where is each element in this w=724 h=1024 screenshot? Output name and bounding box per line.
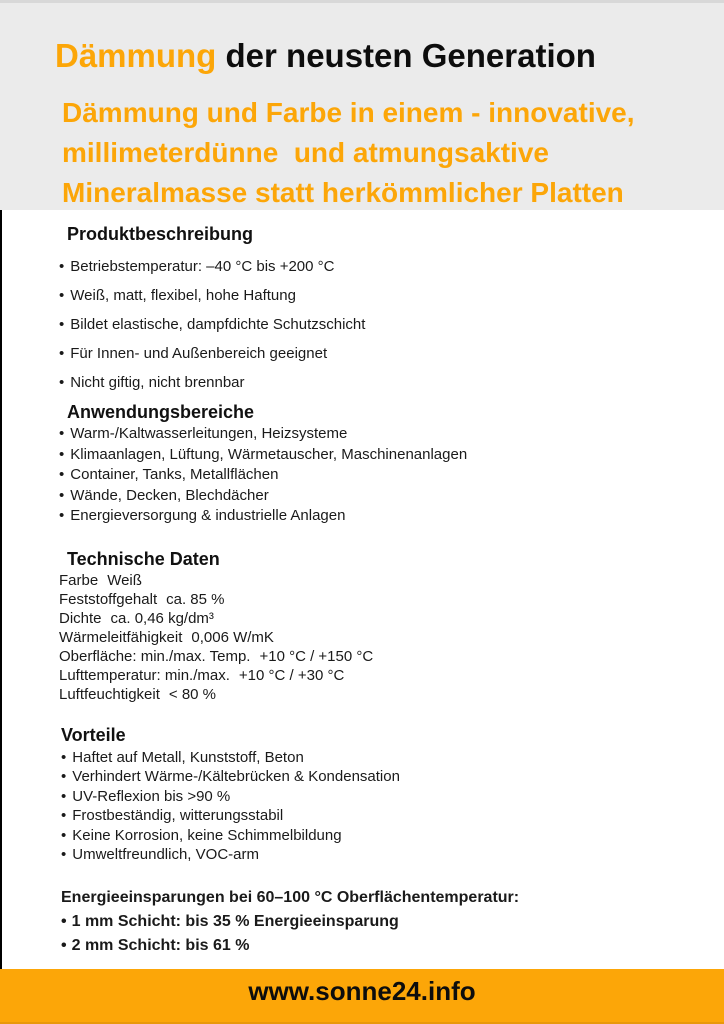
- bullet-icon: •: [61, 846, 67, 863]
- bullet-icon: •: [59, 445, 65, 463]
- page-subtitle: [62, 93, 704, 213]
- subtitle-line: Dämmung und Farbe in einem - innovative,: [62, 97, 635, 128]
- section-vorteile: [59, 724, 694, 865]
- list-item: [59, 445, 694, 466]
- list-item: [61, 787, 694, 807]
- bullet-list: [59, 424, 694, 527]
- tech-label: Oberfläche: min./max. Temp.: [59, 647, 251, 665]
- list-item-text: 1 mm Schicht: bis 35 % Energieeinsparung: [71, 912, 399, 930]
- list-item-text: Weiß, matt, flexibel, hohe Haftung: [70, 287, 296, 304]
- tech-label: Lufttemperatur: min./max.: [59, 666, 230, 684]
- footer-url: www.sonne24.info: [248, 976, 476, 1006]
- list-item-text: Klimaanlagen, Lüftung, Wärmetauscher, Maschinenanlagen: [70, 445, 468, 463]
- list-item: [59, 424, 694, 445]
- list-item-text: Für Innen- und Außenbereich geeignet: [70, 345, 328, 362]
- bullet-list: [59, 252, 694, 397]
- list-item: [59, 281, 694, 310]
- list-item: [59, 486, 694, 507]
- tech-label: Luftfeuchtigkeit: [59, 685, 160, 703]
- bullet-icon: •: [59, 486, 65, 504]
- section-produktbeschreibung: [59, 223, 694, 397]
- list-item: [61, 934, 694, 958]
- section-technische-daten: [59, 548, 694, 704]
- bullet-icon: •: [61, 936, 67, 954]
- tech-row: [59, 647, 694, 666]
- bullet-icon: •: [59, 466, 65, 483]
- list-item: [59, 465, 694, 486]
- list-item: [59, 310, 694, 339]
- section-anwendungsbereiche: [59, 401, 694, 527]
- tech-value: ca. 0,46 kg/dm³: [110, 609, 214, 627]
- list-item-text: Haftet auf Metall, Kunststoff, Beton: [72, 748, 304, 766]
- tech-value: < 80 %: [168, 685, 217, 703]
- list-item-text: Bildet elastische, dampfdichte Schutzschicht: [70, 316, 366, 333]
- subtitle-line: Mineralmasse statt herkömmlicher Platten: [62, 177, 624, 208]
- section-energieeinsparungen: [61, 886, 694, 958]
- bullet-list: [61, 748, 694, 865]
- list-item-text: Nicht giftig, nicht brennbar: [70, 374, 245, 391]
- list-item: [59, 339, 694, 368]
- section-heading: Vorteile: [61, 724, 126, 745]
- bullet-icon: •: [59, 425, 65, 442]
- list-item-text: Verhindert Wärme-/Kältebrücken & Kondensation: [72, 768, 400, 785]
- title-rest: der neusten Generation: [225, 37, 596, 74]
- tech-row: [59, 571, 694, 590]
- section-heading: Anwendungsbereiche: [67, 402, 255, 422]
- bullet-icon: •: [61, 787, 67, 805]
- bullet-icon: •: [59, 316, 65, 333]
- bullet-icon: •: [61, 826, 67, 844]
- tech-label: Dichte: [59, 609, 102, 627]
- list-item-text: Energieversorgung & industrielle Anlagen: [70, 507, 346, 524]
- tech-row: [59, 590, 694, 609]
- tech-value: Weiß: [107, 571, 142, 589]
- tech-value: 0,006 W/mK: [191, 628, 274, 646]
- list-item: [61, 910, 694, 934]
- tech-value: +10 °C / +150 °C: [259, 647, 374, 665]
- energie-heading: Energieeinsparungen bei 60–100 °C Oberflächentemperatur:: [61, 888, 520, 906]
- list-item-text: Umweltfreundlich, VOC-arm: [72, 846, 259, 863]
- footer-bar: [0, 969, 724, 1024]
- tech-row: [59, 666, 694, 685]
- tech-value: +10 °C / +30 °C: [238, 666, 345, 684]
- bullet-icon: •: [59, 287, 65, 304]
- list-item-text: Frostbeständig, witterungsstabil: [72, 807, 284, 824]
- list-item-text: 2 mm Schicht: bis 61 %: [71, 936, 250, 954]
- bullet-icon: •: [59, 345, 65, 362]
- content-area: [0, 210, 724, 969]
- list-item: [61, 748, 694, 768]
- tech-row: [59, 628, 694, 647]
- section-heading: Technische Daten: [67, 548, 220, 569]
- list-item: [61, 826, 694, 846]
- bullet-icon: •: [61, 912, 67, 930]
- list-item-text: Container, Tanks, Metallflächen: [70, 466, 279, 483]
- page-title: [55, 36, 704, 76]
- bullet-list: [61, 910, 694, 958]
- list-item: [59, 252, 694, 281]
- list-item: [59, 368, 694, 397]
- list-item: [59, 506, 694, 527]
- tech-label: Farbe: [59, 571, 99, 589]
- subtitle-line: millimeterdünne und atmungsaktive: [62, 137, 549, 168]
- bullet-icon: •: [61, 748, 67, 766]
- section-heading: Produktbeschreibung: [67, 224, 254, 244]
- page-header: [0, 0, 724, 210]
- tech-row: [59, 609, 694, 628]
- tech-row: [59, 685, 694, 704]
- bullet-icon: •: [61, 768, 67, 785]
- tech-value: ca. 85 %: [166, 590, 225, 608]
- list-item-text: Keine Korrosion, keine Schimmelbildung: [72, 826, 342, 844]
- bullet-icon: •: [59, 374, 65, 391]
- bullet-icon: •: [59, 507, 65, 524]
- list-item-text: UV-Reflexion bis >90 %: [72, 787, 231, 805]
- tech-label: Feststoffgehalt: [59, 590, 158, 608]
- list-item: [61, 845, 694, 865]
- list-item-text: Wände, Decken, Blechdächer: [70, 486, 269, 504]
- bullet-icon: •: [61, 807, 67, 824]
- title-highlight: Dämmung: [55, 37, 217, 74]
- list-item: [61, 806, 694, 826]
- list-item-text: Betriebstemperatur: –40 °C bis +200 °C: [70, 258, 335, 275]
- tech-data-table: [59, 571, 694, 704]
- list-item-text: Warm-/Kaltwasserleitungen, Heizsysteme: [70, 425, 348, 442]
- list-item: [61, 767, 694, 787]
- bullet-icon: •: [59, 258, 65, 275]
- tech-label: Wärmeleitfähigkeit: [59, 628, 183, 646]
